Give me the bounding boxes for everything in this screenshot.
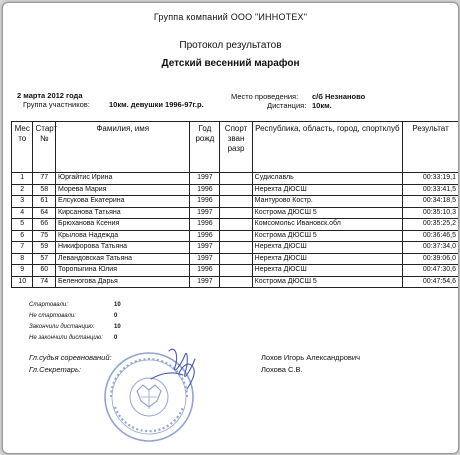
cell-club: Комсомольс Ивановск.обл — [252, 219, 402, 231]
cell-rank — [220, 207, 252, 219]
started-label: Стартовали: — [29, 302, 68, 308]
cell-name: Морева Мария — [56, 184, 190, 196]
cell-place: 2 — [12, 184, 33, 196]
place-label: Место проведения: — [231, 92, 299, 101]
cell-start: 66 — [33, 219, 56, 231]
cell-result: 00:47:54,6 — [403, 276, 459, 288]
cell-place: 6 — [12, 230, 33, 242]
distance-label: Дистанция: — [267, 101, 307, 110]
protocol-sheet — [2, 2, 459, 454]
cell-result: 00:33:19,1 — [403, 173, 459, 185]
cell-place: 9 — [12, 265, 33, 277]
cell-result: 00:37:34,0 — [403, 242, 459, 254]
col-header-name: Фамилия, имя — [56, 122, 190, 173]
started-value: 10 — [114, 302, 121, 308]
col-header-year: Год рожд — [190, 122, 220, 173]
table-row — [12, 196, 459, 208]
cell-name: Никифорова Татьяна — [56, 242, 190, 254]
cell-result: 00:35:25,2 — [403, 219, 459, 231]
organization-name: Группа компаний ООО "ИННОТЕХ" — [153, 12, 308, 22]
cell-name: Юргайтис Ирина — [56, 173, 190, 185]
cell-result: 00:36:46,5 — [403, 230, 459, 242]
distance-value: 10км. — [312, 101, 332, 110]
cell-start: 75 — [33, 230, 56, 242]
cell-year: 1997 — [190, 173, 220, 185]
col-header-start: Старт № — [33, 122, 56, 173]
not-started-label: Не стартовали: — [29, 313, 76, 319]
cell-place: 7 — [12, 242, 33, 254]
place-value: с/б Незнаново — [312, 92, 366, 101]
cell-club: Нерехта ДЮСШ — [252, 265, 402, 277]
cell-club: Кострома ДЮСШ 5 — [252, 230, 402, 242]
cell-name: Крылова Надежда — [56, 230, 190, 242]
cell-place: 1 — [12, 173, 33, 185]
cell-year: 1997 — [190, 207, 220, 219]
cell-rank — [220, 196, 252, 208]
table-row — [12, 230, 459, 242]
cell-start: 61 — [33, 196, 56, 208]
cell-result: 00:34:18,5 — [403, 196, 459, 208]
cell-year: 1996 — [190, 230, 220, 242]
col-header-club: Республика, область, город, спортклуб — [252, 122, 402, 173]
secretary-label: Гл.Секретарь: — [29, 365, 81, 374]
cell-name: Левандовская Татьяна — [56, 253, 190, 265]
cell-start: 74 — [33, 276, 56, 288]
cell-club: Мантурово Костр. — [252, 196, 402, 208]
table-row — [12, 207, 459, 219]
cell-club: Кострома ДЮСШ 5 — [252, 207, 402, 219]
cell-rank — [220, 219, 252, 231]
not-finished-value: 0 — [114, 335, 118, 341]
not-finished-label: Не закончили дистанцию: — [29, 335, 103, 341]
group-value: 10км. девушки 1996-97г.р. — [109, 100, 204, 109]
table-row — [12, 173, 459, 185]
cell-rank — [220, 265, 252, 277]
cell-start: 58 — [33, 184, 56, 196]
cell-year: 1997 — [190, 253, 220, 265]
cell-start: 60 — [33, 265, 56, 277]
event-name: Детский весенний марафон — [161, 58, 300, 69]
cell-year: 1996 — [190, 265, 220, 277]
secretary-name: Лохова С.В. — [261, 365, 303, 374]
cell-rank — [220, 173, 252, 185]
table-row — [12, 242, 459, 254]
cell-start: 64 — [33, 207, 56, 219]
cell-name: Торопыгина Юлия — [56, 265, 190, 277]
table-row — [12, 265, 459, 277]
cell-place: 8 — [12, 253, 33, 265]
results-table — [11, 121, 459, 288]
cell-year: 1996 — [190, 184, 220, 196]
cell-club: Судиславль — [252, 173, 402, 185]
cell-rank — [220, 230, 252, 242]
cell-club: Нерехта ДЮСШ — [252, 242, 402, 254]
table-row — [12, 276, 459, 288]
judge-name: Лохов Игорь Александрович — [261, 353, 360, 362]
cell-start: 77 — [33, 173, 56, 185]
table-row — [12, 219, 459, 231]
cell-result: 00:39:06,0 — [403, 253, 459, 265]
cell-place: 5 — [12, 219, 33, 231]
table-row — [12, 253, 459, 265]
cell-rank — [220, 184, 252, 196]
cell-result: 00:33:41,5 — [403, 184, 459, 196]
cell-name: Беленогова Дарья — [56, 276, 190, 288]
cell-name: Елсукова Екатерина — [56, 196, 190, 208]
cell-rank — [220, 276, 252, 288]
cell-rank — [220, 242, 252, 254]
cell-club: Кострома ДЮСШ 5 — [252, 276, 402, 288]
judge-label: Гл.судья соревнований: — [29, 353, 112, 362]
cell-name: Кирсанова Татьяна — [56, 207, 190, 219]
cell-place: 10 — [12, 276, 33, 288]
cell-club: Нерехта ДЮСШ — [252, 253, 402, 265]
cell-place: 4 — [12, 207, 33, 219]
cell-rank — [220, 253, 252, 265]
cell-start: 57 — [33, 253, 56, 265]
cell-year: 1996 — [190, 196, 220, 208]
col-header-rank: Спорт зван разр — [220, 122, 252, 173]
cell-result: 00:47:30,6 — [403, 265, 459, 277]
cell-year: 1997 — [190, 242, 220, 254]
cell-year: 1997 — [190, 276, 220, 288]
table-row — [12, 184, 459, 196]
cell-place: 3 — [12, 196, 33, 208]
cell-result: 00:35:10,3 — [403, 207, 459, 219]
not-started-value: 0 — [114, 313, 118, 319]
cell-start: 59 — [33, 242, 56, 254]
finished-label: Закончили дистанцию: — [29, 324, 95, 330]
col-header-result: Результат — [403, 122, 459, 173]
group-label: Группа участников: — [23, 100, 90, 109]
cell-club: Нерехта ДЮСШ — [252, 184, 402, 196]
col-header-place: Мес то — [12, 122, 33, 173]
document-title: Протокол результатов — [179, 40, 282, 51]
table-header-row — [12, 122, 459, 173]
cell-year: 1996 — [190, 219, 220, 231]
finished-value: 10 — [114, 324, 121, 330]
event-date: 2 марта 2012 года — [17, 91, 83, 100]
cell-name: Брюханова Ксения — [56, 219, 190, 231]
